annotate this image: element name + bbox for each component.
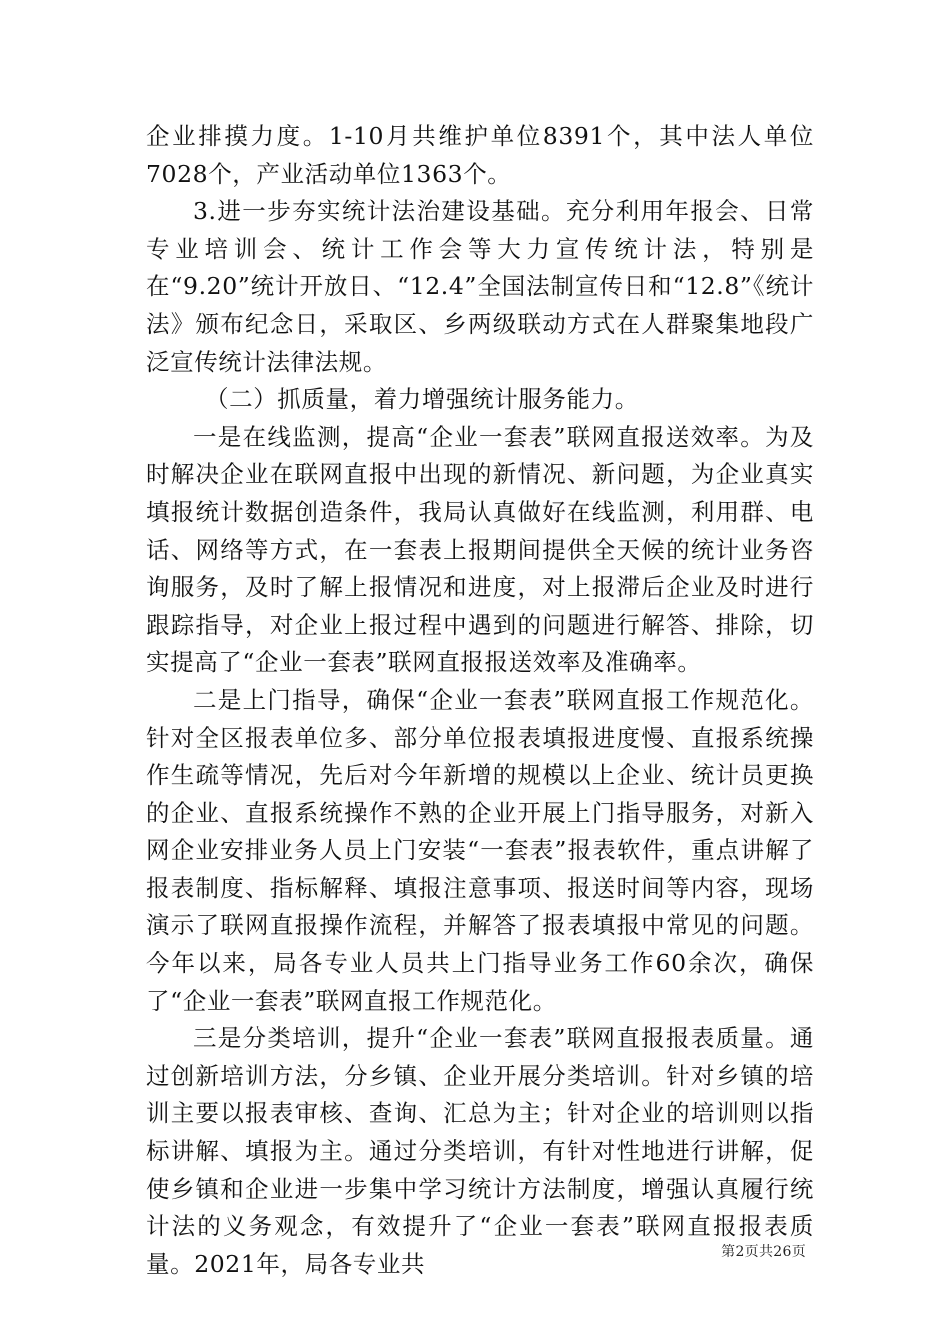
- page-number: 第2页共26页: [721, 1244, 806, 1260]
- paragraph-point-3: 三是分类培训，提升“企业一套表”联网直报报表质量。通过创新培训方法，分乡镇、企业开展分类培训。针对乡镇的培训主要以报表审核、查询、汇总为主；针对企业的培训则以指标讲解、填报为主。通过分类培训，有针对性地进行讲解，促使乡镇和企业进一步集中学习统计方法制度，增强认真履行统计法的义务观念，有效提升了“企业一套表”联网直报报表质量。2021年，局各专业共: [146, 1024, 814, 1278]
- section-heading-2: （二）抓质量，着力增强统计服务能力。: [205, 385, 639, 414]
- paragraph-point-2: 二是上门指导，确保“企业一套表”联网直报工作规范化。针对全区报表单位多、部分单位报表填报进度慢、直报系统操作生疏等情况，先后对今年新增的规模以上企业、统计员更换的企业、直报系统操作不熟的企业开展上门指导服务，对新入网企业安排业务人员上门安装“一套表”报表软件，重点讲解了报表制度、指标解释、填报注意事项、报送时间等内容，现场演示了联网直报操作流程，并解答了报表填报中常见的问题。今年以来，局各专业人员共上门指导业务工作60余次，确保了“企业一套表”联网直报工作规范化。: [146, 685, 814, 1015]
- document-body: [146, 118, 814, 1283]
- paragraph-item-3: 3.进一步夯实统计法治建设基础。充分利用年报会、日常专业培训会、统计工作会等大力宣传统计法，特别是在“9.20”统计开放日、“12.4”全国法制宣传日和“12.8”《统计法》颁布纪念日，采取区、乡两级联动方式在人群聚集地段广泛宣传统计法律法规。: [146, 197, 814, 376]
- paragraph-continuation: 企业排摸力度。1-10月共维护单位8391个，其中法人单位7028个，产业活动单位1363个。: [146, 122, 814, 188]
- paragraph-point-1: 一是在线监测，提高“企业一套表”联网直报送效率。为及时解决企业在联网直报中出现的新情况、新问题，为企业真实填报统计数据创造条件，我局认真做好在线监测，利用群、电话、网络等方式，在一套表上报期间提供全天候的统计业务咨询服务，及时了解上报情况和进度，对上报滞后企业及时进行跟踪指导，对企业上报过程中遇到的问题进行解答、排除，切实提高了“企业一套表”联网直报报送效率及准确率。: [146, 422, 814, 677]
